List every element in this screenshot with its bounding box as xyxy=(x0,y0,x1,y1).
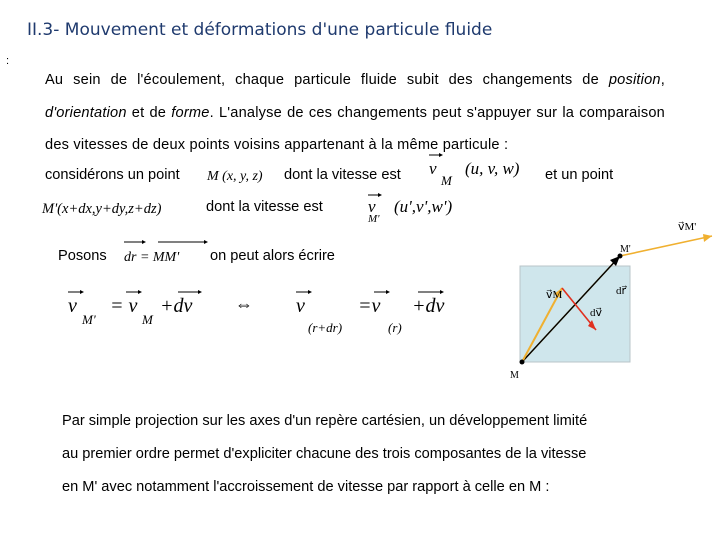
label-dv: dv⃗ xyxy=(590,307,603,319)
consider-text: considérons un point xyxy=(45,167,180,183)
point-m2-formula xyxy=(40,195,205,221)
arrowhead-icon xyxy=(308,290,312,294)
point-m-coords: M (x, y, z) xyxy=(207,169,263,184)
components-uvw2: (u',v',w') xyxy=(394,197,453,216)
label-m: M xyxy=(510,370,519,381)
point-m-formula xyxy=(205,163,287,187)
page-title: II.3- Mouvement et déformations d'une particule fluide xyxy=(27,20,493,40)
arrowhead-icon xyxy=(198,290,202,294)
point-m-dot xyxy=(520,360,525,365)
label-m2: M' xyxy=(620,244,631,255)
eq-left-eq: = v xyxy=(110,295,138,317)
arrowhead-icon xyxy=(378,193,382,197)
velocity-equations xyxy=(60,280,470,340)
eq-left-sub-m: M xyxy=(142,312,153,327)
velocity-text-2: dont la vitesse est xyxy=(206,199,323,215)
implies-icon: ⇔ xyxy=(235,294,253,314)
dr-definition xyxy=(122,235,210,267)
position-word: position xyxy=(608,72,661,88)
colon-mark: : xyxy=(6,55,10,67)
eq-right-plus: +dv xyxy=(412,295,445,317)
paragraph-and: et de xyxy=(126,104,172,121)
dr-equation: dr = MM' xyxy=(124,250,180,265)
projection-paragraph xyxy=(62,405,662,504)
velocity-diagram xyxy=(500,212,720,384)
arrowhead-icon xyxy=(138,290,142,294)
eq-left-v: v xyxy=(68,295,77,317)
projection-line-3: en M' avec notamment l'accroissement de vitesse par rapport à celle en M : xyxy=(62,479,550,495)
projection-line-1: Par simple projection sur les axes d'un repère cartésien, un développement limité xyxy=(62,413,588,429)
vm2-arrowhead-icon xyxy=(703,234,712,242)
paragraph-comma: , xyxy=(660,72,665,88)
components-uvw: (u, v, w) xyxy=(465,159,520,178)
eq-right-sub-r: (r) xyxy=(388,320,402,335)
eq-left-plus: +dv xyxy=(160,295,193,317)
velocity-m-formula xyxy=(425,150,535,190)
arrowhead-icon xyxy=(386,290,390,294)
arrowhead-icon xyxy=(204,240,208,244)
eq-right-eq: =v xyxy=(358,295,381,317)
vm2-vector xyxy=(620,236,712,256)
posons-label: Posons xyxy=(58,248,107,264)
sub-m2: M' xyxy=(368,213,380,225)
velocity-text-1: dont la vitesse est xyxy=(284,167,401,183)
arrowhead-icon xyxy=(439,153,443,157)
v-symbol: v xyxy=(429,159,437,178)
arrowhead-icon xyxy=(440,290,444,294)
orientation-word: d'orientation xyxy=(45,104,127,121)
label-dr: dr⃗ xyxy=(616,285,627,297)
arrowhead-icon xyxy=(142,240,146,244)
and-point-text: et un point xyxy=(545,167,614,183)
eq-right-sub-rdr: (r+dr) xyxy=(308,320,343,335)
label-vm2: v⃗M' xyxy=(678,221,697,233)
eq-right-v: v xyxy=(296,295,305,317)
projection-line-2: au premier ordre permet d'expliciter chacune des trois composantes de la vitesse xyxy=(62,446,587,462)
arrowhead-icon xyxy=(80,290,84,294)
paragraph-rest: . L'analyse de ces changements peut s'appuyer sur la comparaison des vitesses de deux points voisins appartenant à la même particule : xyxy=(45,104,665,153)
velocity-m2-formula xyxy=(362,190,474,228)
then-text: on peut alors écrire xyxy=(210,248,335,264)
forme-word: forme xyxy=(171,104,210,121)
label-vm: v⃗M xyxy=(546,289,563,301)
v-symbol-2: v xyxy=(368,197,376,216)
diagram-box xyxy=(520,266,630,362)
sub-m: M xyxy=(441,173,452,188)
point-m2-coords: M'(x+dx,y+dy,z+dz) xyxy=(42,201,162,217)
eq-left-sub-m2: M' xyxy=(82,312,96,327)
intro-paragraph xyxy=(45,64,665,162)
paragraph-lead: Au sein de l'écoulement, chaque particule fluide subit des changements de xyxy=(45,72,609,88)
